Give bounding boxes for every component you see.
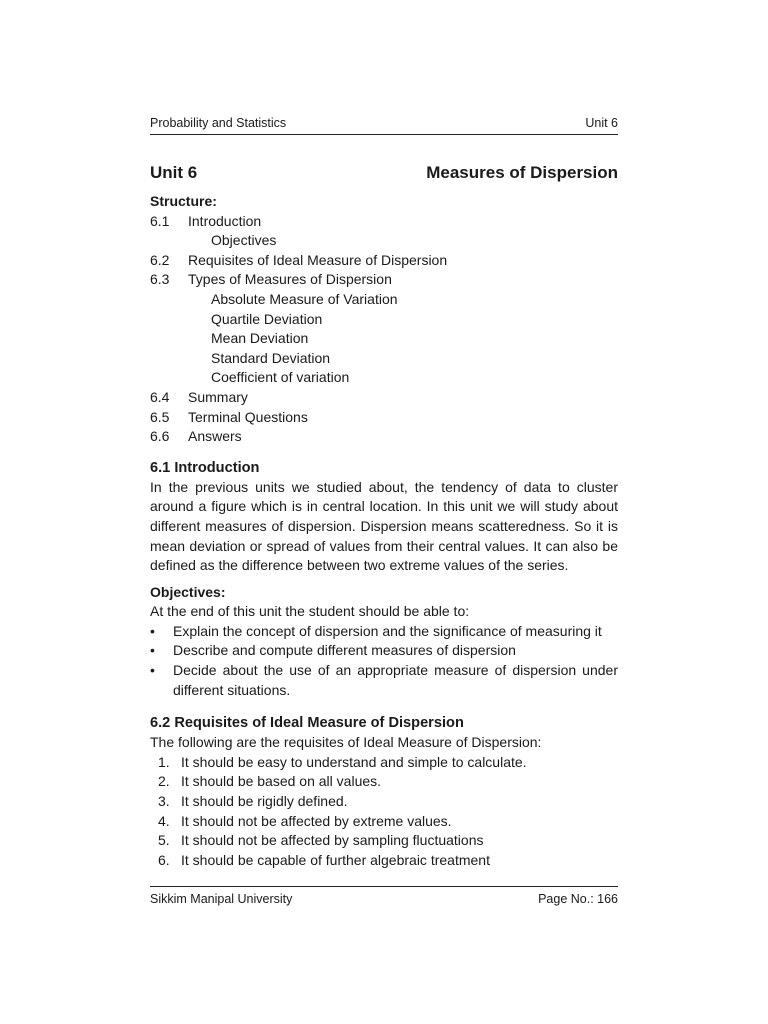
objective-text: Decide about the use of an appropriate measure of dispersion under different situations. — [173, 662, 618, 698]
item-text: It should not be affected by extreme values. — [181, 812, 452, 829]
list-item — [150, 622, 618, 642]
objectives-list — [150, 622, 618, 700]
item-number: 1. — [158, 753, 170, 770]
page-footer — [150, 891, 618, 907]
list-item — [150, 753, 618, 773]
requisites-list — [150, 753, 618, 871]
list-item — [150, 831, 618, 851]
footer-page-number: Page No.: 166 — [538, 892, 618, 906]
unit-number: Unit 6 — [150, 163, 198, 182]
list-item — [150, 661, 618, 700]
structure-item — [150, 251, 618, 271]
objectives-heading: Objectives: — [150, 583, 226, 600]
bullet-icon: • — [150, 662, 155, 679]
item-number: 6. — [158, 851, 170, 868]
list-item — [150, 851, 618, 871]
item-text: It should be rigidly defined. — [181, 793, 348, 810]
objective-text: Describe and compute different measures of dispersion — [173, 642, 516, 659]
item-text: It should not be affected by sampling fluctuations — [181, 832, 484, 849]
structure-item — [150, 212, 618, 232]
item-text: It should be capable of further algebraic treatment — [181, 851, 490, 868]
page-body — [150, 192, 618, 870]
structure-subitem: Absolute Measure of Variation — [211, 290, 398, 307]
structure-item-number: 6.4 — [150, 388, 170, 405]
item-number: 5. — [158, 832, 170, 849]
structure-item-label: Answers — [188, 428, 242, 445]
unit-topic: Measures of Dispersion — [426, 163, 618, 182]
objective-text: Explain the concept of dispersion and the significance of measuring it — [173, 622, 602, 639]
footer-university: Sikkim Manipal University — [150, 892, 293, 906]
structure-item-number: 6.1 — [150, 212, 170, 229]
structure-subitem: Objectives — [211, 232, 277, 249]
structure-item — [150, 388, 618, 408]
header-book-title: Probability and Statistics — [150, 116, 287, 130]
running-header — [150, 115, 618, 131]
item-number: 4. — [158, 812, 170, 829]
list-item — [150, 772, 618, 792]
bullet-icon: • — [150, 622, 155, 639]
structure-subitem: Standard Deviation — [211, 349, 331, 366]
structure-item-label: Summary — [188, 388, 248, 405]
header-unit-label: Unit 6 — [585, 116, 618, 130]
objectives-intro: At the end of this unit the student should be able to: — [150, 603, 470, 620]
bullet-icon: • — [150, 642, 155, 659]
structure-subitem: Coefficient of variation — [211, 369, 350, 386]
footer-rule — [150, 886, 618, 887]
structure-item-number: 6.5 — [150, 408, 170, 425]
structure-item-label: Types of Measures of Dispersion — [188, 271, 392, 288]
structure-subitem: Mean Deviation — [211, 330, 309, 347]
structure-heading: Structure: — [150, 193, 217, 209]
introduction-paragraph: In the previous units we studied about, the tendency of data to cluster around a figure which is in central location. In this unit we will study about different measures of dispersion. Dispersion means scatteredness. So it is mean deviation or spread of values from their central values. It can also be defined as the difference between two extreme values of the series. — [150, 478, 618, 574]
item-number: 3. — [158, 793, 170, 810]
structure-item — [150, 408, 618, 428]
structure-item — [150, 270, 618, 290]
requisites-intro: The following are the requisites of Ideal Measure of Dispersion: — [150, 734, 542, 751]
structure-list — [150, 212, 618, 447]
item-number: 2. — [158, 773, 170, 790]
structure-item-number: 6.6 — [150, 428, 170, 445]
structure-item-label: Requisites of Ideal Measure of Dispersion — [188, 251, 448, 268]
unit-title — [150, 162, 618, 184]
structure-item-label: Terminal Questions — [188, 408, 308, 425]
structure-subitem: Quartile Deviation — [211, 310, 323, 327]
section-heading-requisites: 6.2 Requisites of Ideal Measure of Dispersion — [150, 715, 464, 732]
item-text: It should be easy to understand and simple to calculate. — [181, 753, 527, 770]
section-heading-introduction: 6.1 Introduction — [150, 459, 260, 476]
item-text: It should be based on all values. — [181, 773, 382, 790]
document-page — [150, 0, 618, 1024]
list-item — [150, 812, 618, 832]
structure-item-number: 6.2 — [150, 251, 170, 268]
list-item — [150, 792, 618, 812]
structure-item-label: Introduction — [188, 212, 262, 229]
structure-item-number: 6.3 — [150, 271, 170, 288]
structure-item — [150, 427, 618, 447]
header-rule — [150, 134, 618, 135]
list-item — [150, 641, 618, 661]
